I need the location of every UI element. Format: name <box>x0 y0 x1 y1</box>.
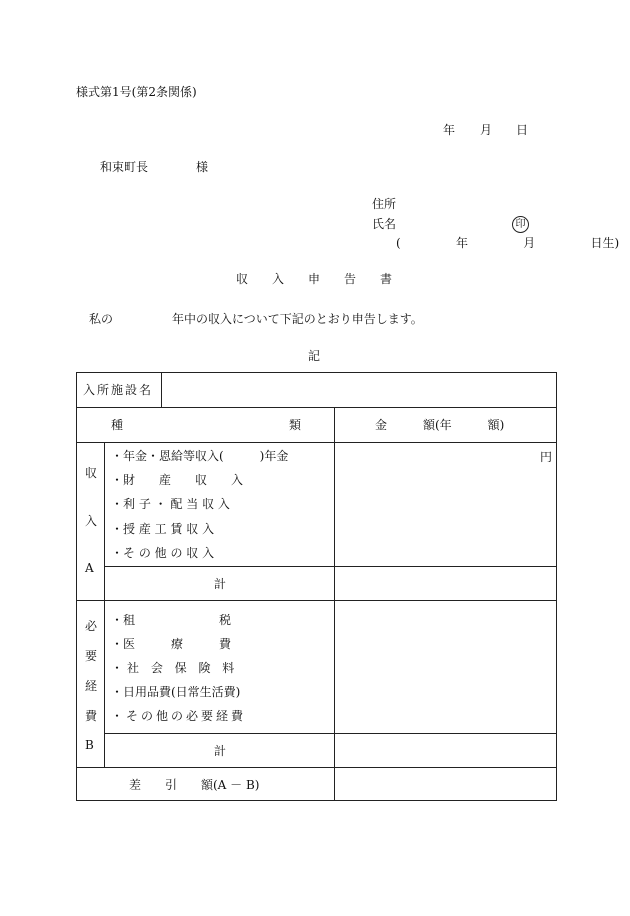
date-year-label: 年 <box>443 123 456 137</box>
declaration-table <box>76 372 557 801</box>
income-item-pension: ・年金・恩給等収入( )年金 <box>111 449 289 463</box>
row-divider <box>104 566 556 567</box>
statement-prefix: 私の <box>89 312 114 326</box>
date-month-label: 月 <box>480 123 493 137</box>
header-amount: 金 額(年 額) <box>375 418 505 432</box>
document-title: 収 入 申 告 書 <box>236 272 399 286</box>
address-label: 住所 <box>372 197 397 211</box>
date-day-label: 日 <box>516 123 529 137</box>
form-number: 様式第1号(第2条関係) <box>76 85 197 99</box>
statement-text: 年中の収入について下記のとおり申告します。 <box>172 312 423 326</box>
income-item-other: ・そ の 他 の 収 入 <box>111 546 215 560</box>
expense-group-char: 必 <box>85 619 98 633</box>
expense-group-char: 要 <box>85 649 98 663</box>
income-item-wages: ・授 産 工 賃 収 入 <box>111 522 215 536</box>
income-item-interest: ・利 子 ・ 配 当 収 入 <box>111 497 230 511</box>
row-divider <box>77 442 556 443</box>
ki-heading: 記 <box>308 349 321 363</box>
facility-value[interactable] <box>163 374 555 406</box>
yen-unit: 円 <box>540 450 553 464</box>
column-divider <box>104 442 105 767</box>
expense-item-daily-goods: ・日用品費(日常生活費) <box>111 685 241 699</box>
income-group-char: 収 <box>85 466 98 480</box>
income-total-label: 計 <box>214 577 227 591</box>
seal-mark: 印 <box>512 216 529 233</box>
column-divider <box>334 407 335 801</box>
expense-total-label: 計 <box>214 744 227 758</box>
expense-item-medical: ・医 療 費 <box>111 637 232 651</box>
addressee-honorific: 様 <box>196 160 209 174</box>
column-divider <box>161 373 162 407</box>
header-type-right: 類 <box>289 418 302 432</box>
row-divider <box>104 733 556 734</box>
difference-label: 差 引 額(A － B) <box>129 778 260 792</box>
row-divider <box>77 407 556 408</box>
expense-item-other: ・その他の必要経費 <box>111 709 247 723</box>
income-item-property: ・財 産 収 入 <box>111 473 244 487</box>
row-divider <box>77 600 556 601</box>
expense-item-tax: ・租 税 <box>111 613 232 627</box>
income-group-char: A <box>85 561 94 575</box>
row-divider <box>77 767 556 768</box>
header-type-left: 種 <box>111 418 124 432</box>
birthdate-line: ( 年 月 日生) <box>396 236 620 250</box>
expense-group-char: B <box>85 738 94 752</box>
expense-group-char: 経 <box>85 679 98 693</box>
income-group-char: 入 <box>85 514 98 528</box>
expense-group-char: 費 <box>85 709 98 723</box>
addressee-name: 和束町長 <box>100 160 149 174</box>
facility-label: 入所施設名 <box>83 383 154 397</box>
expense-item-insurance: ・社 会 保 険 料 <box>111 661 239 675</box>
name-label: 氏名 <box>372 217 397 231</box>
